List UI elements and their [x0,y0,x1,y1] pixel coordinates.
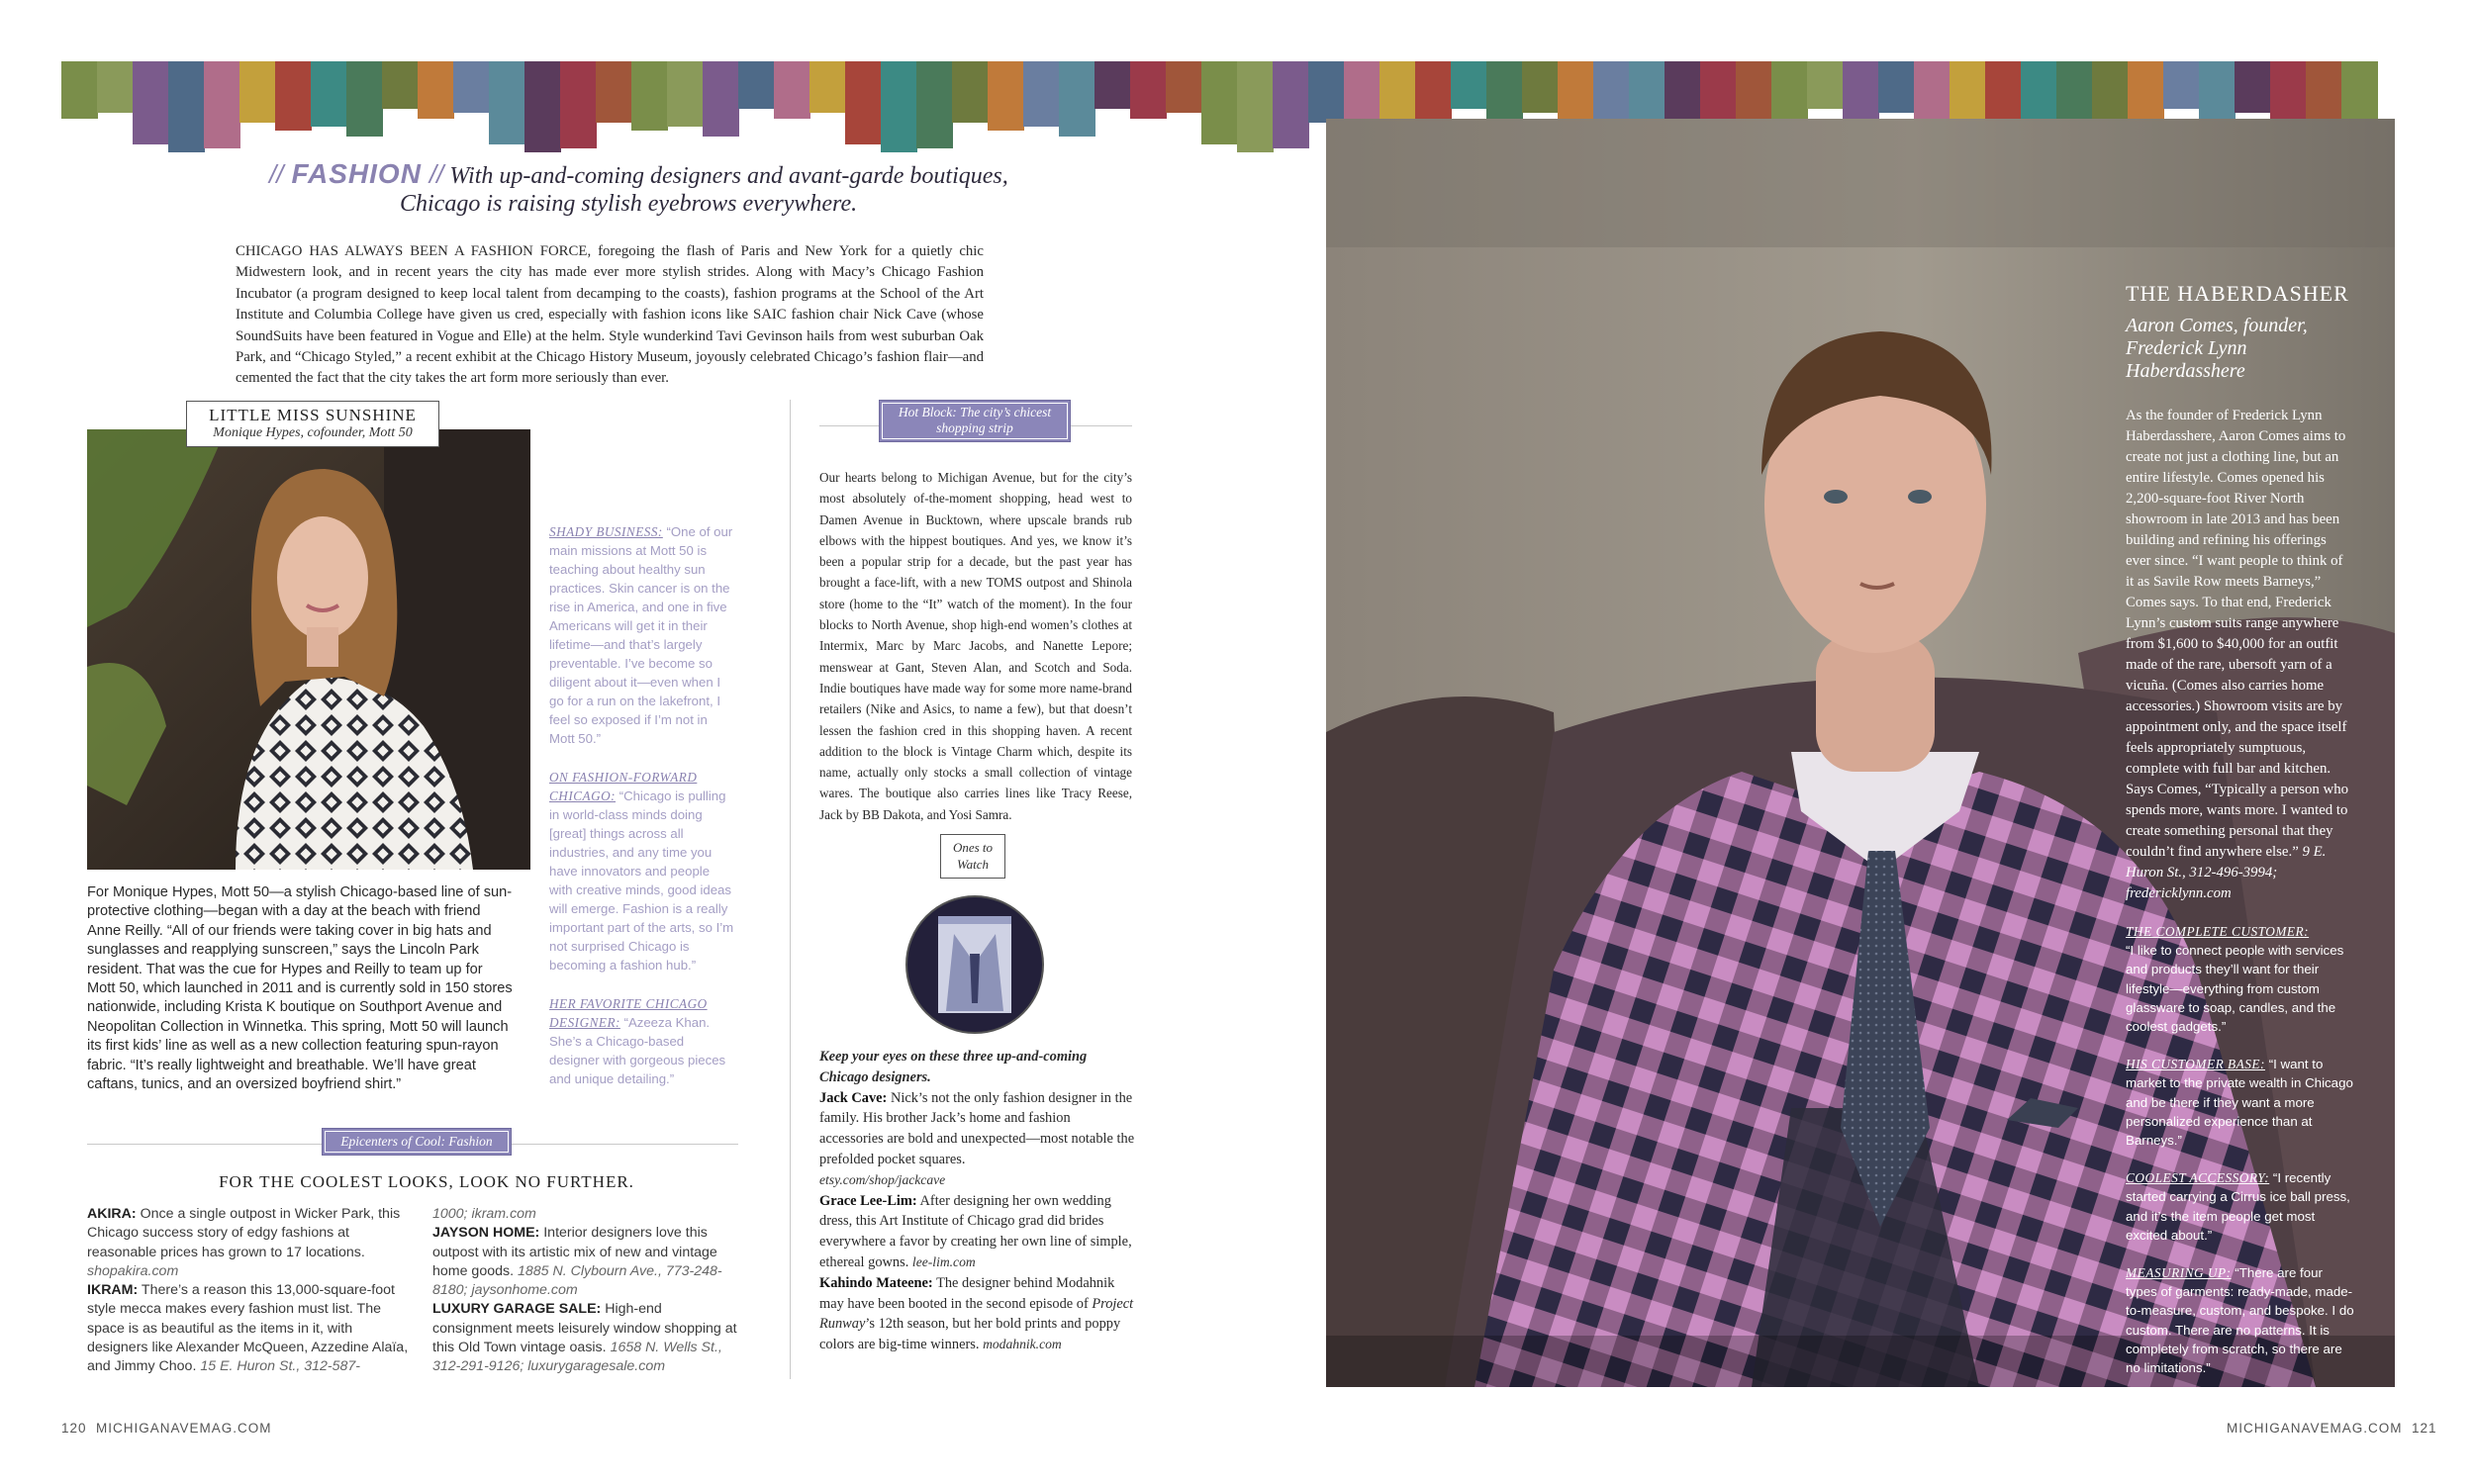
listing-name: AKIRA: [87,1206,137,1222]
designer-name: Kahindo Mateene: [819,1274,933,1291]
page-number-right: 121 [2412,1421,2437,1436]
color-block [239,61,276,123]
haberdasher-subtitle: Aaron Comes, founder, Frederick Lynn Haberdasshere [2126,315,2308,382]
site-name-right: MICHIGANAVEMAG.COM [2227,1421,2403,1436]
color-block [1023,61,1060,127]
listing-name: LUXURY GARAGE SALE: [432,1301,602,1318]
site-name-left: MICHIGANAVEMAG.COM [96,1421,272,1436]
listing-url: shopakira.com [87,1262,179,1279]
color-block [809,61,846,113]
color-block [1878,61,1915,113]
color-block [1094,61,1131,109]
designer-url: etsy.com/shop/jackcave [819,1171,946,1187]
qa-answer: “I recently started carrying a Cirrus ice ball press, and it’s the item people get most excited about.” [2126,1170,2350,1243]
color-block [667,61,704,127]
ones-to-watch-list [819,1047,1136,1355]
listing-address: 1000; ikram.com [432,1206,536,1222]
color-block [596,61,632,123]
deck-line-1: With up-and-coming designers and avant-garde boutiques, [449,163,1008,189]
hotblock-tag: Hot Block: The city’s chicest shopping strip [879,400,1071,442]
monique-hypes-photo [87,429,530,870]
suits-round-photo [904,894,1045,1035]
haberdasher-body-text: As the founder of Frederick Lynn Haberdasshere, Aaron Comes aims to create not just a clothing line, but an entire lifestyle. Comes opened his 2,200-square-foot River North showroom in late 2013 and has been building and refining his offerings ever since. “I want people to think of it as Savile Row meets Barneys,” Comes says. To that end, Frederick Lynn’s custom suits range anywhere from $1,600 to $40,000 for an outfit made of the rare, ubersoft yarn of a vicuña. (Comes also carries home accessories.) Showroom visits are by appointment only, and the space itself feels appropriately sumptuous, complete with full bar and kitchen. Says Comes, “Typically a person who spends more, wants more. I wanted to create something personal that they couldn’t find anywhere else.” [2126,408,2348,860]
ones-to-watch-label: Ones to Watch [940,834,1005,879]
haberdasher-address: 9 E. Huron St., 312-496-3994; fredericklynn.com [2126,844,2327,901]
color-block [738,61,775,109]
color-block [1130,61,1167,119]
color-block [2092,61,2129,127]
ones-lead: Keep your eyes on these three up-and-coming Chicago designers. [819,1049,1088,1085]
color-block [2163,61,2200,109]
color-block [1308,61,1345,123]
color-block [346,61,383,137]
page-number-left: 120 [61,1421,87,1436]
color-block [1237,61,1274,152]
listing-address: 1885 N. Clybourn Ave., 773-248-8180; jaysonhome.com [432,1262,722,1299]
designer-text: Nick’s not the only fashion designer in the family. His brother Jack’s home and fashion accessories are bold and unexpected—most notable the prefolded pocket squares. [819,1089,1135,1167]
color-block [631,61,668,131]
qa-item [549,522,735,748]
listing-address: 15 E. Huron St., 312-587- [200,1358,361,1375]
qa-item [549,994,735,1088]
haberdasher-body [2126,406,2353,904]
color-block [453,61,490,113]
folio-right [2227,1421,2437,1436]
color-block [61,61,98,119]
designer-text: After designing her own wedding dress, this Art Institute of Chicago grad did brides everywhere a favor by creating her own line of simple, ethereal gowns. [819,1192,1132,1270]
column-divider [790,400,791,1379]
sunshine-label-box [186,401,439,447]
sunshine-qa-column [549,522,735,1108]
color-block [1736,61,1772,127]
designer-name: Grace Lee-Lim: [819,1192,917,1209]
color-block [1843,61,1879,119]
color-block [952,61,989,123]
color-block [1059,61,1095,137]
color-block [1486,61,1523,119]
color-block [916,61,953,148]
qa-answer: “I like to connect people with services and products they’ll want for their lifestyle—everything from custom glassware to soap, candles, and the coolest gadgets.” [2126,943,2344,1035]
designer-text: ’s 12th season, but her bold prints and poppy colors are big-time winners. [819,1316,1121,1353]
color-block [1201,61,1238,144]
color-block [382,61,419,109]
kicker-slash-left: // [269,159,284,189]
listing-text: There’s a reason this 13,000-square-foot style mecca makes every fashion must list. The space is as beautiful as the items in it, with designers like Alexander McQueen, Azzedine Alaïa, and Jimmy Choo. [87,1282,409,1375]
color-block [1273,61,1309,148]
hotblock-body: Our hearts belong to Michigan Avenue, but for the city’s most absolutely of-the-moment shopping, head west to Damen Avenue in Bucktown, where upscale brands rub elbows with the hippest boutiques. And yes, we know it’s been a popular strip for a decade, but the past year has brought a face-lift, with a new TOMS outpost and Shinola store (home to the “It” watch of the moment). In the four blocks to North Avenue, shop high-end women’s clothes at Intermix, Marc by Marc Jacobs, and Nanette Lepore; menswear at Gant, Steven Alan, and Scotch and Soda. Indie boutiques have made way for some more name-brand retailers (Nike and Asics, to name a few), but that doesn’t lessen the fashion cred in this shopping haven. A recent addition to the block is Vintage Charm which, despite its name, actually only stocks a small collection of vintage wares. The boutique also carries lines like Tracy Reese, Jack by BB Dakota, and Yosi Samra. [819,470,1132,822]
color-block [1380,61,1416,127]
color-block [2021,61,2057,123]
haberdasher-qa-column [2126,922,2355,1396]
color-block [524,61,561,152]
color-block [1451,61,1487,109]
haberdasher-title: THE HABERDASHER [2126,281,2349,306]
listing-name: JAYSON HOME: [432,1225,540,1242]
qa-answer: “Azeeza Khan. She’s a Chicago-based designer with gorgeous pieces and unique detailing.” [549,1015,726,1086]
qa-item [2126,1263,2355,1377]
epicenters-tag: Epicenters of Cool: Fashion [322,1128,512,1156]
qa-item [2126,1055,2355,1150]
qa-question: MEASURING UP: [2126,1265,2232,1281]
qa-answer: “Chicago is pulling in world-class minds doing [great] things across all industries, and any time you have innovators and people with creative minds, good ideas will emerge. Fashion is a really important part of the arts, so I’m not surprised Chicago is becoming a fashion hub.” [549,788,734,973]
color-block [1522,61,1559,113]
color-block [418,61,454,119]
qa-question: THE COMPLETE CUSTOMER: [2126,924,2310,939]
designer-name: Jack Cave: [819,1089,888,1106]
color-block [1166,61,1202,113]
listing-text: High-end consignment meets leisurely window shopping at this Old Town vintage oasis. [432,1301,737,1356]
intro-paragraph: CHICAGO HAS ALWAYS BEEN A FASHION FORCE, foregoing the flash of Paris and New York for a quietly chic Midwestern look, and in recent years the city has made ever more stylish strides. Along with Macy’s Chicago Fashion Incubator (a program designed to keep local talent from decamping to the coasts), fashion programs at the School of the Art Institute and Columbia College have given us cred, especially with fashion icons like SAIC fashion chair Nick Cave (whose SoundSuits have been featured in Vogue and Elle) at the helm. Style wunderkind Tavi Gevinson hails from west suburban Oak Park, and “Chicago Styled,” a recent exhibit at the Chicago History Museum, joyously celebrated Chicago’s fashion flair—and cemented the fact that the city takes the art form more seriously than ever. [236,243,984,387]
color-block [133,61,169,144]
sunshine-title: LITTLE MISS SUNSHINE [209,406,417,424]
folio-left [61,1421,272,1436]
deck-line-2: Chicago is raising stylish eyebrows everywhere. [400,191,858,217]
color-block [311,61,347,127]
section-kicker [269,160,1081,218]
color-block [2235,61,2271,113]
qa-question: ON FASHION-FORWARD CHICAGO: [549,770,698,803]
qa-question: SHADY BUSINESS: [549,524,663,539]
color-block [2199,61,2236,119]
color-block [97,61,134,113]
qa-answer: “One of our main missions at Mott 50 is teaching about healthy sun practices. Skin cancer is on the rise in America, and one in five Americans will get it in their lifetime—and that’s largely preventable. I’ve become so diligent about it—even when I go for a run on the lakefront, I feel so exposed if I’m not in Mott 50.” [549,524,733,746]
color-block [845,61,882,144]
sunshine-subtitle: Monique Hypes, cofounder, Mott 50 [213,425,413,440]
epicenters-heading: FOR THE COOLEST LOOKS, LOOK NO FURTHER. [219,1172,634,1191]
qa-answer: “I want to market to the private wealth in Chicago and be there if they want a more personalized experience than at Barneys.” [2126,1057,2353,1149]
color-block [1807,61,1844,109]
qa-question: HER FAVORITE CHICAGO DESIGNER: [549,996,708,1030]
listing-name: IKRAM: [87,1282,139,1299]
listing-text: Interior designers love this outpost with its artistic mix of new and vintage home goods. [432,1225,717,1279]
epicenters-column-1 [87,1205,414,1377]
color-block [703,61,739,137]
color-block [204,61,240,148]
color-block [560,61,597,148]
listing-address: 1658 N. Wells St., 312-291-9126; luxurygaragesale.com [432,1340,722,1375]
qa-question: HIS CUSTOMER BASE: [2126,1057,2265,1072]
show-title: Project Runway [819,1295,1134,1333]
kicker-slash-right: // [428,159,444,189]
color-block [774,61,810,119]
designer-url: modahnik.com [983,1337,1062,1352]
designer-text: The designer behind Modahnik may have been booted in the second episode of [819,1274,1115,1312]
color-block [168,61,205,152]
designer-url: lee-lim.com [911,1253,976,1269]
epicenters-column-2 [432,1205,743,1377]
qa-answer: “There are four types of garments: ready-made, made-to-measure, custom, and bespoke. I do custom. There are no patterns. It is completely from scratch, so there are no limitations.” [2126,1265,2354,1376]
qa-question: COOLEST ACCESSORY: [2126,1170,2270,1186]
color-block [881,61,917,152]
color-block [1665,61,1701,123]
color-block [988,61,1024,131]
qa-item [2126,1168,2355,1245]
color-block [275,61,312,131]
section-name: FASHION [291,158,422,189]
mott-50-body: For Monique Hypes, Mott 50—a stylish Chicago-based line of sun-protective clothing—began with a day at the beach with friend Anne Reilly. “All of our friends were taking cover in big hats and sunglasses and reapplying sunscreen,” says the Lincoln Park resident. That was the cue for Hypes and Reilly to team up for Mott 50, which launched in 2011 and is currently sold in 150 stores nationwide, including Krista K boutique on Southport Avenue and Neopolitan Collection in Winnetka. This spring, Mott 50 will launch its first kids’ line as well as a new collection featuring spun-rayon fabric. “It’s really lightweight and breathable. We’ll have great caftans, tunics, and an oversized boyfriend shirt.” [87,884,513,1093]
listing-text: Once a single outpost in Wicker Park, this Chicago success story of edgy fashions at reasonable prices has grown to 17 locations. [87,1206,401,1260]
qa-item [549,768,735,974]
qa-item [2126,922,2355,1036]
color-block [489,61,525,144]
